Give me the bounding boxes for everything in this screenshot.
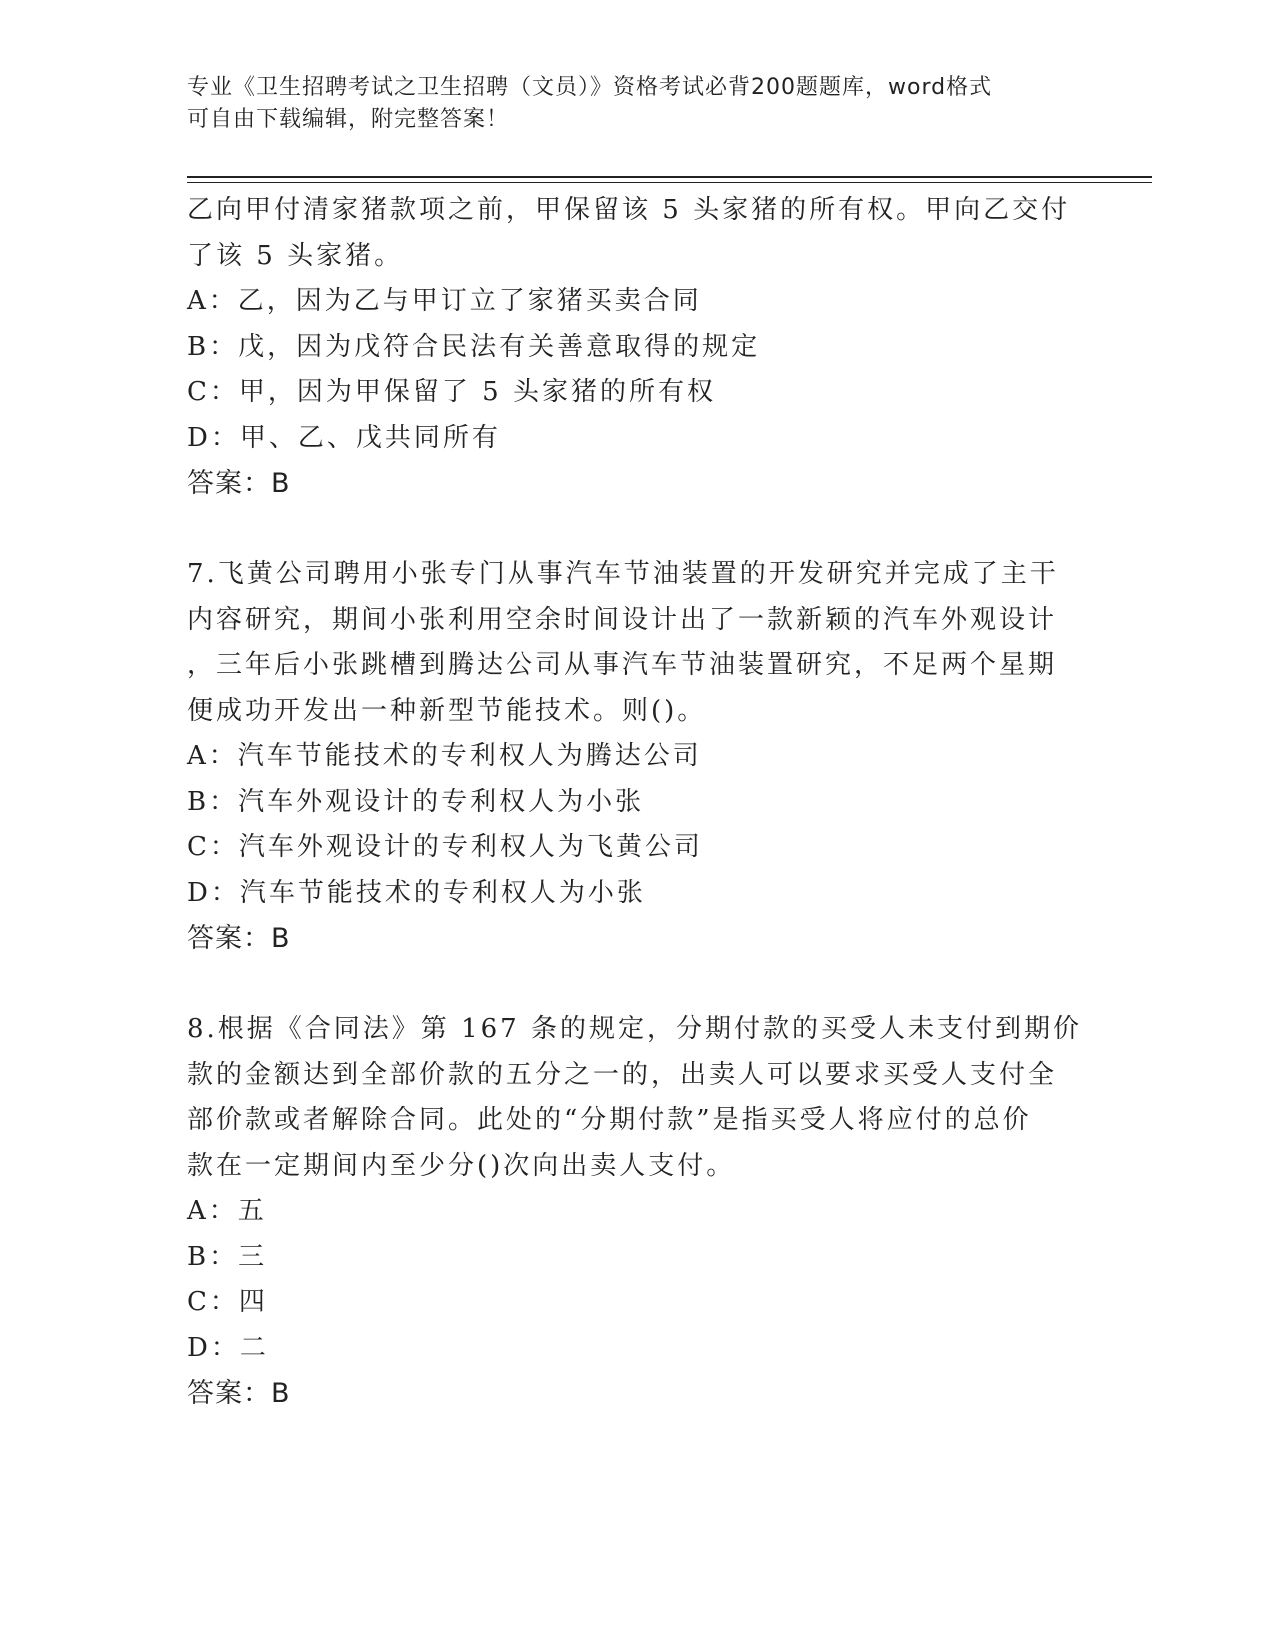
option-b: B：三 (187, 1241, 268, 1272)
question-stem-line: 款的金额达到全部价款的五分之一的，出卖人可以要求买受人支付全 (187, 1059, 1058, 1090)
answer-label: 答案：B (187, 1378, 291, 1409)
question-8 (187, 1007, 1082, 1417)
header-title-line-2: 可自由下载编辑，附完整答案！ (187, 107, 510, 132)
option-d: D：甲、乙、戊共同所有 (187, 422, 501, 453)
option-c: C：四 (187, 1287, 268, 1317)
question-stem-line: 便成功开发出一种新型节能技术。则()。 (187, 695, 707, 726)
option-d: D：二 (187, 1332, 269, 1363)
option-c: C：汽车外观设计的专利权人为飞黄公司 (187, 832, 703, 862)
question-stem-line: 8.根据《合同法》第 167 条的规定，分期付款的买受人未支付到期价 (187, 1014, 1082, 1044)
question-stem-line: 款在一定期间内至少分()次向出卖人支付。 (187, 1150, 736, 1181)
question-stem-line: 内容研究，期间小张利用空余时间设计出了一款新颖的汽车外观设计 (187, 604, 1058, 635)
option-a: A：五 (187, 1196, 267, 1226)
question-stem-line: 乙向甲付清家猪款项之前，甲保留该 5 头家猪的所有权。甲向乙交付 (187, 195, 1071, 225)
answer-label: 答案：B (187, 468, 291, 499)
question-spacer (187, 962, 1067, 1008)
question-stem-line: ，三年后小张跳槽到腾达公司从事汽车节油装置研究，不足两个星期 (187, 650, 1058, 680)
option-a: A：乙，因为乙与甲订立了家猪买卖合同 (187, 286, 702, 316)
question-6 (187, 188, 1071, 507)
option-b: B：戊，因为戊符合民法有关善意取得的规定 (187, 331, 761, 362)
option-c: C：甲，因为甲保留了 5 头家猪的所有权 (187, 377, 716, 407)
header-divider-thin (187, 182, 1152, 183)
question-stem-line: 了该 5 头家猪。 (187, 240, 404, 271)
option-a: A：汽车节能技术的专利权人为腾达公司 (187, 741, 702, 771)
question-stem-line: 部价款或者解除合同。此处的“分期付款”是指买受人将应付的总价 (187, 1105, 1032, 1135)
question-stem-line: 7.飞黄公司聘用小张专门从事汽车节油装置的开发研究并完成了主干 (187, 559, 1059, 589)
header-title-line-1: 专业《卫生招聘考试之卫生招聘（文员）》资格考试必背200题题库，word格式 (187, 75, 993, 100)
answer-label: 答案：B (187, 923, 291, 954)
document-header (187, 72, 1067, 136)
option-b: B：汽车外观设计的专利权人为小张 (187, 786, 645, 817)
question-spacer (187, 507, 1067, 553)
question-list (187, 188, 1082, 1417)
header-divider-thick (187, 176, 1152, 178)
question-7 (187, 552, 1067, 962)
option-d: D：汽车节能技术的专利权人为小张 (187, 877, 646, 908)
